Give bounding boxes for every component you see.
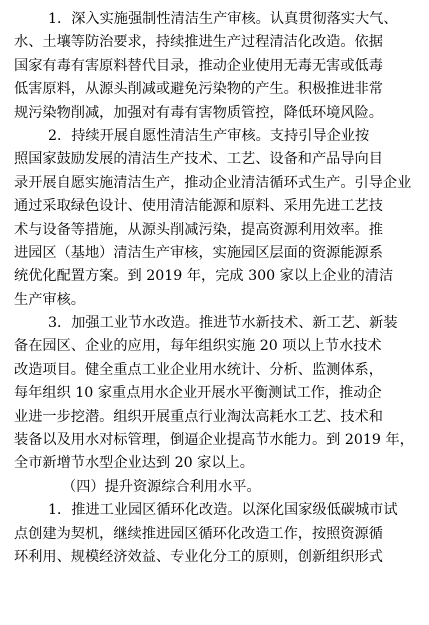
paragraph-3-line-1: 3．加强工业节水改造。推进节水新技术、新工艺、新装 [48, 315, 398, 332]
paragraph-3-line-2: 备在园区、企业的应用，每年组织实施 20 项以上节水技术 [14, 338, 382, 355]
paragraph-2-line-6: 进园区（基地）清洁生产审核，实施园区层面的资源能源系 [14, 244, 383, 261]
paragraph-2-line-8: 生产审核。 [14, 291, 85, 308]
paragraph-1-line-5: 规污染物削减，加强对有毒有害物质管控，降低环境风险。 [14, 104, 383, 121]
paragraph-2-line-1: 2．持续开展自愿性清洁生产审核。支持引导企业按 [48, 127, 370, 144]
paragraph-4-line-3: 环利用、规模经济效益、专业化分工的原则，创新组织形式 [14, 548, 383, 565]
paragraph-3-line-4: 每年组织 10 家重点用水企业开展水平衡测试工作，推动企 [14, 385, 382, 402]
paragraph-3-line-3: 改造项目。健全重点工业企业用水统计、分析、监测体系， [14, 361, 383, 378]
paragraph-4-line-2: 点创建为契机，继续推进园区循环化改造工作，按照资源循 [14, 525, 383, 542]
paragraph-1-line-4: 低害原料，从源头削减或避免污染物的产生。积极推进非常 [14, 81, 383, 98]
paragraph-2-line-3: 录开展自愿实施清洁生产，推动企业清洁循环式生产。引导企业 [14, 174, 412, 191]
paragraph-3-line-7: 全市新增节水型企业达到 20 家以上。 [14, 455, 254, 472]
paragraph-2-line-4: 通过采取绿色设计、使用清洁能源和原料、采用先进工艺技 [14, 198, 383, 215]
paragraph-2-line-7: 统优化配置方案。到 2019 年，完成 300 家以上企业的清洁 [14, 268, 394, 285]
paragraph-4-line-1: 1．推进工业园区循环化改造。以深化国家级低碳城市试 [48, 502, 398, 519]
paragraph-2-line-5: 术与设备等措施，从源头削减污染，提高资源利用效率。推 [14, 221, 383, 238]
paragraph-1-line-3: 国家有毒有害原料替代目录，推动企业使用无毒无害或低毒 [14, 57, 383, 74]
paragraph-1-line-1: 1．深入实施强制性清洁生产审核。认真贯彻落实大气、 [48, 11, 398, 27]
paragraph-1-line-2: 水、土壤等防治要求，持续推进生产过程清洁化改造。依据 [14, 34, 383, 51]
section-heading: （四）提升资源综合利用水平。 [62, 478, 261, 495]
paragraph-2-line-2: 照国家鼓励发展的清洁生产技术、工艺、设备和产品导向目 [14, 151, 383, 168]
paragraph-3-line-6: 装备以及用水对标管理，倒逼企业提高节水能力。到 2019 年， [14, 432, 414, 449]
paragraph-3-line-5: 业进一步挖潜。组织开展重点行业淘汰高耗水工艺、技术和 [14, 408, 383, 425]
